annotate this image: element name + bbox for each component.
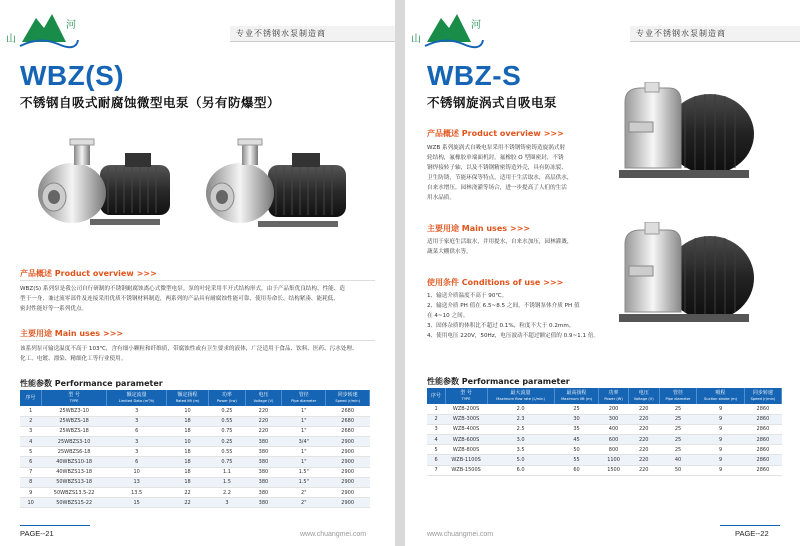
table-row (427, 404, 782, 414)
logo-char-mountain: 山 (6, 34, 16, 45)
table-cell: 4 (20, 437, 41, 447)
column-header-en: Limited Data (m³/h) (118, 399, 155, 403)
column-header-en: Voltage (V) (253, 399, 274, 403)
table-cell: 9 (697, 435, 745, 445)
table-cell: 1" (282, 416, 326, 426)
table-cell: 9 (697, 424, 745, 434)
table-cell: 0.25 (209, 406, 246, 416)
table-cell: 380 (245, 457, 282, 467)
table-cell: 380 (245, 467, 282, 477)
table-cell: 25WBZ3-10 (41, 406, 107, 416)
conditions-heading-text: 使用条件 Conditions of use (427, 278, 541, 287)
table-cell: 5 (427, 445, 445, 455)
column-header (628, 388, 659, 404)
column-header-cn: 序号 (430, 393, 441, 399)
condition-line: 4、使用电压 220V，50Hz，电压波动不超过额定值的 0.9~1.1 倍。 (427, 333, 600, 339)
column-header-en: Suction stroke (m) (704, 397, 738, 401)
table-cell: 2680 (326, 406, 370, 416)
model-subtitle: 不锈钢旋涡式自吸电泵 (427, 95, 558, 110)
column-header (445, 388, 487, 404)
table-cell: 0.25 (209, 437, 246, 447)
table-cell: 2900 (326, 477, 370, 487)
table-cell: 200 (599, 404, 628, 414)
pump-photo-3 (615, 82, 765, 187)
column-header-en: Power (W) (604, 397, 623, 401)
table-cell: 2.0 (487, 404, 554, 414)
overview-line: 钢焊接转子轴，以及不锈钢精密铸造外壳，具有防冻裂、 (427, 165, 567, 171)
table-cell: 50 (554, 445, 599, 455)
column-header-cn: 功率 (221, 392, 232, 398)
table-cell: 25WBZS3-10 (41, 437, 107, 447)
uses-line: 适用于家庭生活取水，井用提水，自来水加压，园林灌溉， (427, 239, 573, 245)
table-cell: 2.3 (487, 414, 554, 424)
table-cell: 1.5 (209, 477, 246, 487)
table-cell: 45 (554, 435, 599, 445)
table-cell: 18 (166, 447, 208, 457)
table-row (20, 467, 370, 477)
uses-heading-text: 主要用途 Main uses (427, 224, 508, 233)
table-cell: 2860 (744, 414, 781, 424)
pump-photo-1 (30, 135, 190, 240)
table-cell: 2900 (326, 488, 370, 498)
table-row (20, 406, 370, 416)
table-cell: 220 (628, 455, 659, 465)
table-cell: 25WBZS6-18 (41, 447, 107, 457)
overview-heading: 产品概述 Product overview >>> (20, 269, 157, 278)
uses-line: 该系列泵可输送温度不高于 103℃，含有细小颗粒和纤维质，带腐蚀性或有卫生要求的液体，广泛适用于食品、饮料、医药、污水处理、 (20, 346, 358, 352)
pump-photo-4 (615, 222, 765, 332)
table-cell: 18 (166, 457, 208, 467)
table-cell: 35 (554, 424, 599, 434)
column-header-en: Speed (r/min) (750, 397, 776, 401)
table-row (20, 437, 370, 447)
table-cell: WZB-400S (445, 424, 487, 434)
table-cell: 2900 (326, 447, 370, 457)
table-cell: 2680 (326, 426, 370, 436)
perf-title: 性能参数 Performance parameter (20, 379, 163, 388)
table-cell: 3 (107, 437, 167, 447)
table-cell: 15 (107, 498, 167, 508)
uses-line: 化工、电镀、漂染、精细化工等行业使用。 (20, 356, 127, 362)
column-header (107, 390, 167, 406)
table-cell: 9 (697, 414, 745, 424)
table-cell: 10 (166, 437, 208, 447)
website: www.chuangmei.com (300, 531, 367, 538)
table-cell: 380 (245, 447, 282, 457)
table-cell: 2900 (326, 457, 370, 467)
table-cell: 6 (107, 426, 167, 436)
footer-bar-left (20, 525, 90, 526)
overview-line: 型于一身，兼过流零部件及连接采用优质不锈钢材料制造，两系列的产品具有耐腐蚀性能可靠、使用寿命长、结构紧凑、能耗低、 (20, 296, 339, 302)
column-header (245, 390, 282, 406)
column-header-cn: 额定扬程 (177, 392, 198, 398)
table-row (20, 477, 370, 487)
slogan-text: 专业不锈钢水泵制造商 (236, 29, 326, 38)
table-cell: 8 (20, 477, 41, 487)
table-cell: 13.5 (107, 488, 167, 498)
condition-line: 2、输送介质 PH 值在 6.5~8.5 之间，不锈钢泵体介质 PH 值 (427, 303, 580, 309)
table-cell: 2860 (744, 465, 781, 475)
table-row (20, 498, 370, 508)
footer-bar-right (720, 525, 780, 526)
table-cell: 10 (20, 498, 41, 508)
table-cell: 220 (628, 435, 659, 445)
overview-text (427, 143, 607, 203)
condition-line: 3、固体杂质的体积比不超过 0.1%，粒度不大于 0.2mm。 (427, 323, 575, 329)
table-cell: 18 (166, 477, 208, 487)
perf-header-row (20, 390, 370, 406)
table-cell: 2860 (744, 404, 781, 414)
table-cell: 2900 (326, 467, 370, 477)
perf-header-row (427, 388, 782, 404)
table-row (427, 435, 782, 445)
table-cell: WZB-1500S (445, 465, 487, 475)
table-cell: 380 (245, 437, 282, 447)
table-cell: 18 (166, 467, 208, 477)
table-cell: 0.75 (209, 426, 246, 436)
table-cell: 1.1 (209, 467, 246, 477)
table-row (20, 488, 370, 498)
table-row (427, 465, 782, 475)
overview-rule (20, 280, 375, 281)
logo-char-river: 河 (66, 20, 76, 31)
table-cell: 220 (245, 416, 282, 426)
table-cell: 1 (427, 404, 445, 414)
table-cell: 220 (245, 426, 282, 436)
overview-line: WZB 系列旋涡式自吸电泵采用不锈钢铸密铸造旋涡式射 (427, 145, 566, 151)
table-cell: 22 (166, 488, 208, 498)
table-cell: 25 (659, 435, 697, 445)
logo-char-mountain: 山 (411, 34, 421, 45)
brand-logo (6, 10, 76, 50)
uses-line: 蔬菜大棚供水等。 (427, 249, 472, 255)
overview-text (20, 284, 380, 314)
table-cell: 13 (107, 477, 167, 487)
column-header (427, 388, 445, 404)
table-row (427, 455, 782, 465)
model-title: WBZ(S) (20, 60, 125, 91)
table-cell: 1.5" (282, 467, 326, 477)
column-header-cn: 同步转速 (752, 390, 773, 396)
uses-heading: 主要用途 Main uses >>> (20, 329, 124, 338)
conditions-text (427, 291, 617, 341)
column-header-cn: 同步转速 (337, 392, 358, 398)
table-cell: 25 (659, 404, 697, 414)
table-cell: 6 (20, 457, 41, 467)
page-number: PAGE--21 (20, 529, 54, 538)
column-header-cn: 最大流量 (510, 390, 531, 396)
slogan-bar (630, 26, 800, 42)
table-cell: 3 (20, 426, 41, 436)
model-subtitle: 不锈钢自吸式耐腐蚀微型电泵（另有防爆型） (20, 95, 281, 110)
table-cell: 25 (554, 404, 599, 414)
table-cell: 9 (697, 404, 745, 414)
table-cell: 3 (107, 416, 167, 426)
table-cell: 1 (20, 406, 41, 416)
table-cell: 2.2 (209, 488, 246, 498)
brand-logo (411, 10, 481, 50)
column-header (166, 390, 208, 406)
overview-line: 用水品质。 (427, 195, 455, 201)
table-cell: 25 (659, 445, 697, 455)
overview-line: 自来水增压，园林浇灌等场合，进一步提高了人们的生活 (427, 185, 567, 191)
table-cell: 40WBZS10-18 (41, 457, 107, 467)
left-page (0, 0, 395, 546)
table-cell: 7 (427, 465, 445, 475)
table-cell: 3 (427, 424, 445, 434)
table-cell: 25 (659, 414, 697, 424)
table-cell: 3/4" (282, 437, 326, 447)
table-cell: 2.5 (487, 424, 554, 434)
table-cell: 220 (628, 404, 659, 414)
column-header-en: Maximum flow rate (L/min) (496, 397, 545, 401)
table-cell: 3 (107, 447, 167, 457)
table-cell: 0.55 (209, 416, 246, 426)
column-header-cn: 功率 (608, 390, 619, 396)
table-cell: 40 (659, 455, 697, 465)
table-cell: 9 (697, 455, 745, 465)
table-cell: 1" (282, 457, 326, 467)
table-cell: 1" (282, 406, 326, 416)
table-cell: 60 (554, 465, 599, 475)
table-cell: 25WBZS-18 (41, 416, 107, 426)
condition-line: 在 4~10 之间。 (427, 313, 469, 319)
table-cell: 25 (659, 424, 697, 434)
table-row (20, 416, 370, 426)
column-header (487, 388, 554, 404)
table-cell: 0.75 (209, 457, 246, 467)
table-row (427, 424, 782, 434)
table-cell: 50WBZS13-18 (41, 477, 107, 487)
table-cell: WZB-600S (445, 435, 487, 445)
column-header (744, 388, 781, 404)
column-header-cn: 管径 (673, 390, 684, 396)
column-header-en: Maximum lift (m) (561, 397, 592, 401)
table-cell: 3.5 (487, 445, 554, 455)
table-cell: 50 (659, 465, 697, 475)
table-cell: 18 (166, 426, 208, 436)
column-header (209, 390, 246, 406)
column-header (697, 388, 745, 404)
uses-text (427, 237, 607, 257)
table-cell: 300 (599, 414, 628, 424)
column-header-cn: 序号 (25, 395, 36, 401)
table-cell: 1" (282, 426, 326, 436)
table-cell: 25WBZS-18 (41, 426, 107, 436)
table-cell: 40WBZS13-18 (41, 467, 107, 477)
table-cell: 220 (628, 414, 659, 424)
table-row (427, 445, 782, 455)
overview-heading: 产品概述 Product overview >>> (427, 129, 564, 138)
overview-heading-text: 产品概述 Product overview (427, 129, 541, 138)
column-header-cn: 型 号 (68, 392, 80, 398)
overview-heading-text: 产品概述 Product overview (20, 269, 134, 278)
logo-char-river: 河 (471, 20, 481, 31)
column-header (282, 390, 326, 406)
column-header-cn: 最高扬程 (566, 390, 587, 396)
perf-table-right (427, 388, 782, 476)
table-cell: WZB-200S (445, 404, 487, 414)
table-cell: 2" (282, 498, 326, 508)
table-cell: 9 (697, 465, 745, 475)
table-cell: 2860 (744, 455, 781, 465)
table-cell: 30 (554, 414, 599, 424)
column-header-cn: 管径 (298, 392, 309, 398)
table-cell: 3.0 (487, 435, 554, 445)
website: www.chuangmei.com (427, 531, 494, 538)
uses-heading: 主要用途 Main uses >>> (427, 224, 531, 233)
table-cell: WZB-800S (445, 445, 487, 455)
table-cell: 6 (107, 457, 167, 467)
column-header-en: Rated lift (m) (175, 399, 200, 403)
table-cell: 800 (599, 445, 628, 455)
column-header-en: TYPE (461, 397, 471, 401)
table-cell: 0.55 (209, 447, 246, 457)
table-cell: 18 (166, 416, 208, 426)
column-header (599, 388, 628, 404)
table-cell: 2" (282, 488, 326, 498)
table-cell: 2860 (744, 435, 781, 445)
perf-title: 性能参数 Performance parameter (427, 377, 570, 386)
column-header (659, 388, 697, 404)
model-title: WBZ-S (427, 60, 522, 91)
conditions-heading: 使用条件 Conditions of use >>> (427, 278, 564, 287)
right-page (405, 0, 800, 546)
table-cell: 6 (427, 455, 445, 465)
column-header-en: TYPE (69, 399, 79, 403)
table-cell: 600 (599, 435, 628, 445)
table-cell: 220 (628, 445, 659, 455)
column-header-cn: 吸程 (715, 390, 726, 396)
column-header-en: Voltage (V) (633, 397, 654, 401)
uses-rule (20, 340, 375, 341)
column-header-cn: 型 号 (460, 390, 472, 396)
table-cell: 220 (245, 406, 282, 416)
table-row (427, 414, 782, 424)
uses-text (20, 344, 380, 364)
table-cell: 55 (554, 455, 599, 465)
table-row (20, 426, 370, 436)
table-cell: 9 (697, 445, 745, 455)
column-header (326, 390, 370, 406)
slogan-text: 专业不锈钢水泵制造商 (636, 29, 726, 38)
table-cell: WZB-1100S (445, 455, 487, 465)
column-header (20, 390, 41, 406)
column-header-cn: 电压 (638, 390, 649, 396)
column-header-en: Power (kw) (217, 399, 237, 403)
table-cell: WZB-300S (445, 414, 487, 424)
table-cell: 6.0 (487, 465, 554, 475)
table-cell: 220 (628, 424, 659, 434)
overview-line: 卫生防锈，节能环保等特点，适用于生活取水，高层供水， (427, 175, 573, 181)
table-cell: 22 (166, 498, 208, 508)
table-cell: 1100 (599, 455, 628, 465)
overview-line: 密封性能好等一系列优点。 (20, 306, 88, 312)
overview-line: WBZ(S) 系列泵是我公司自行研制的不锈钢耐腐蚀离心式微型电泵。泵的叶轮采用半开式结构形式，由于产品集优良结构、性能、造 (20, 286, 345, 292)
table-cell: 3 (107, 406, 167, 416)
table-cell: 5.0 (487, 455, 554, 465)
column-header-cn: 额定流量 (126, 392, 147, 398)
table-cell: 1500 (599, 465, 628, 475)
table-cell: 380 (245, 498, 282, 508)
uses-heading-text: 主要用途 Main uses (20, 329, 101, 338)
table-cell: 4 (427, 435, 445, 445)
table-cell: 50WBZS13.5-22 (41, 488, 107, 498)
column-header-en: Pipe diameter (665, 397, 691, 401)
table-row (20, 457, 370, 467)
table-cell: 2 (20, 416, 41, 426)
perf-table-left (20, 390, 370, 508)
table-cell: 5 (20, 447, 41, 457)
table-cell: 2900 (326, 437, 370, 447)
condition-line: 1、输送介质温度不高于 90℃。 (427, 293, 508, 299)
table-cell: 380 (245, 488, 282, 498)
table-row (20, 447, 370, 457)
overview-line: 轮结构，氟橡胶单端面机封，氟橡胶 O 型圈密封，不锈 (427, 155, 564, 161)
column-header (41, 390, 107, 406)
table-cell: 10 (107, 467, 167, 477)
table-cell: 9 (20, 488, 41, 498)
table-cell: 1" (282, 447, 326, 457)
table-cell: 380 (245, 477, 282, 487)
table-cell: 2 (427, 414, 445, 424)
table-cell: 1.5" (282, 477, 326, 487)
table-cell: 2860 (744, 424, 781, 434)
column-header-en: Speed (r/min) (335, 399, 360, 403)
table-cell: 50WBZS15-22 (41, 498, 107, 508)
table-cell: 2680 (326, 416, 370, 426)
table-cell: 220 (628, 465, 659, 475)
slogan-bar (230, 26, 395, 42)
column-header (554, 388, 599, 404)
table-cell: 400 (599, 424, 628, 434)
column-header-cn: 电压 (258, 392, 269, 398)
table-cell: 2900 (326, 498, 370, 508)
table-cell: 7 (20, 467, 41, 477)
column-header-en: Pipe diameter (291, 399, 317, 403)
pump-photo-2 (200, 135, 360, 240)
table-cell: 10 (166, 406, 208, 416)
table-cell: 3 (209, 498, 246, 508)
table-cell: 2860 (744, 445, 781, 455)
page-number: PAGE--22 (735, 529, 769, 538)
